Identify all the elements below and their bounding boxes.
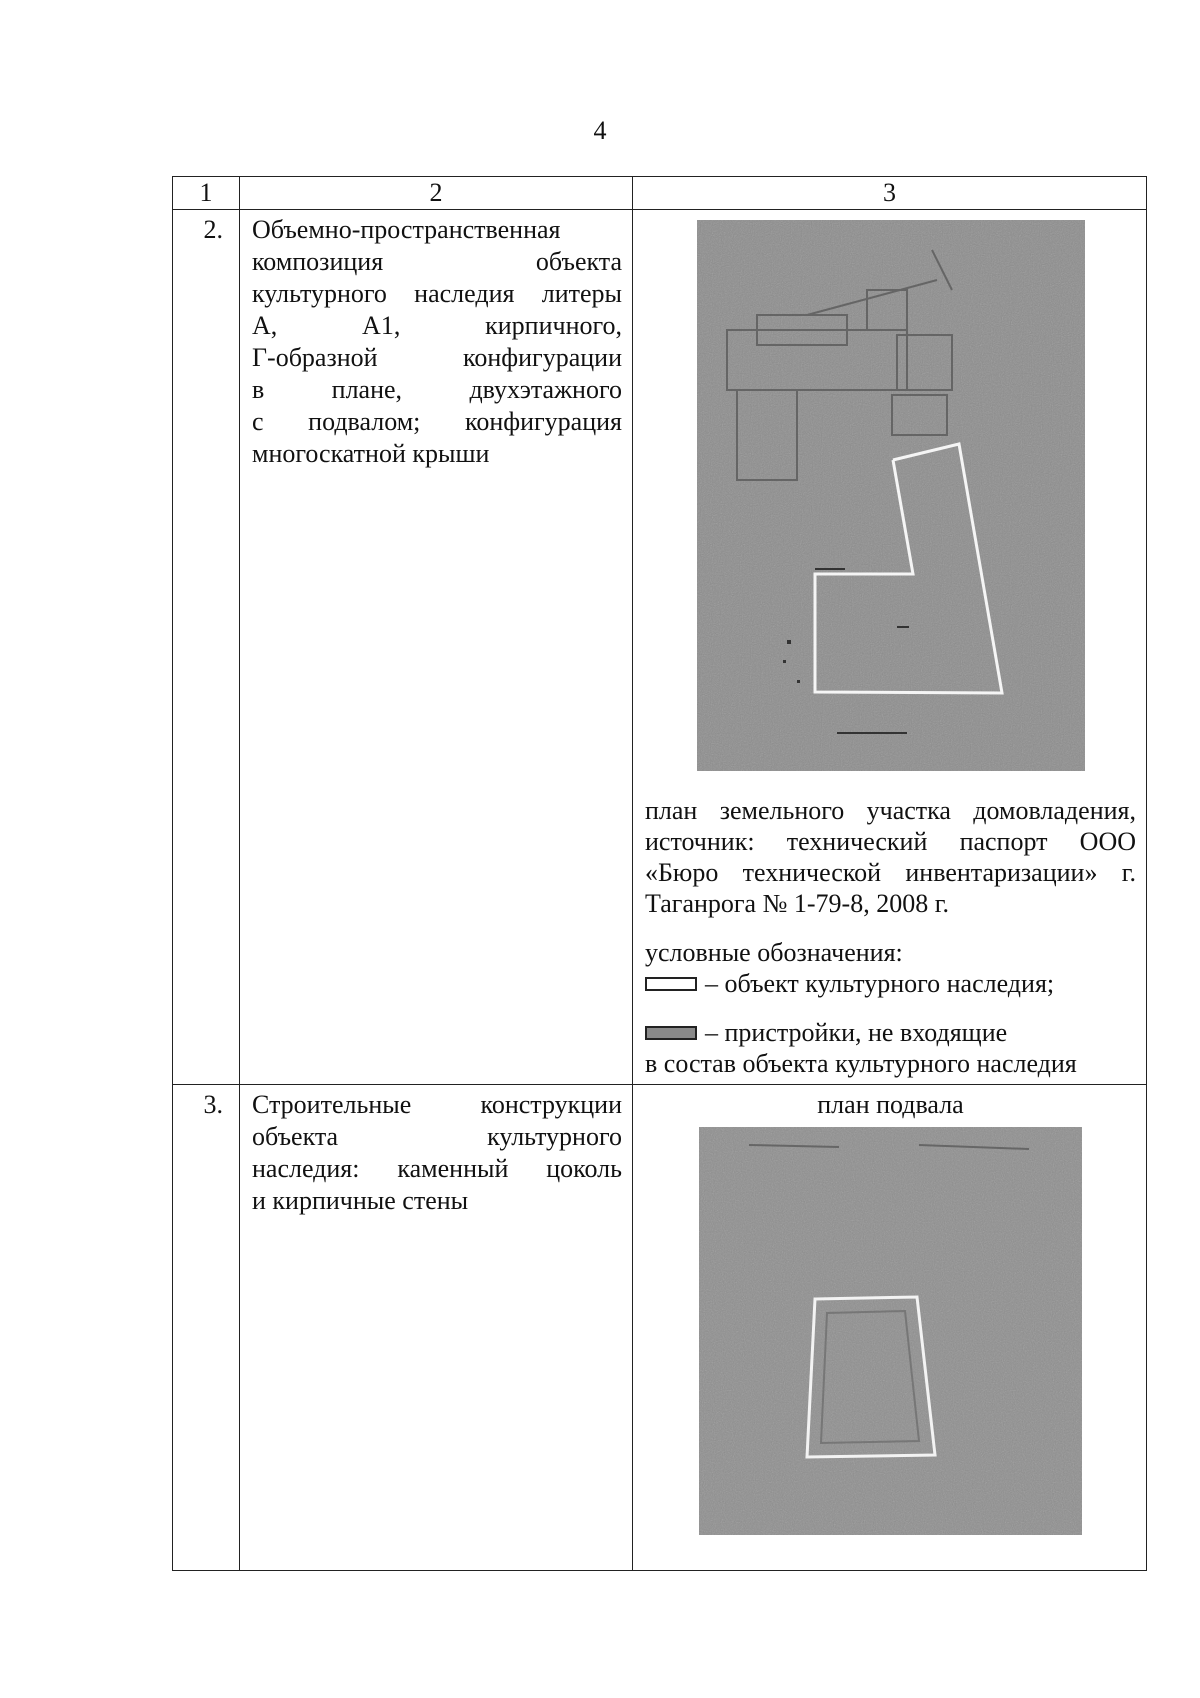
description-line: А, А1, кирпичного, xyxy=(252,311,622,340)
description-line: Строительные конструкции xyxy=(252,1090,622,1119)
row-illustration xyxy=(633,210,1147,1085)
row-description xyxy=(240,210,633,1085)
legend-item-heritage xyxy=(645,968,1136,999)
description-line: наследия: каменный цоколь xyxy=(252,1154,622,1183)
description-line: композиция объекта xyxy=(252,247,622,276)
site-plan-caption: план земельного участка домовладения, источник: технический паспорт ООО «Бюро технической инвентаризации» г. Таганрога № 1-79-8, 2008 г. xyxy=(645,796,1136,918)
table-row xyxy=(173,210,1147,1085)
legend-swatch-grey xyxy=(645,1026,697,1040)
page-number: 4 xyxy=(593,116,607,145)
description-line: культурного наследия литеры xyxy=(252,279,622,308)
site-plan-image xyxy=(697,220,1085,771)
header-cell-3: 3 xyxy=(633,177,1147,210)
table-row xyxy=(173,1085,1147,1571)
legend-swatch-white xyxy=(645,977,697,991)
legend-item-text: – объект культурного наследия; xyxy=(705,969,1055,998)
table-header-row xyxy=(173,177,1147,210)
legend-item-text: – пристройки, не входящие xyxy=(705,1018,1008,1047)
legend-item-continuation: в состав объекта культурного наследия xyxy=(645,1049,1077,1078)
description-line: в плане, двухэтажного xyxy=(252,375,622,404)
row-description xyxy=(240,1085,633,1571)
description-line: объекта культурного xyxy=(252,1122,622,1151)
basement-plan-image xyxy=(699,1127,1082,1535)
legend-title: условные обозначения: xyxy=(645,938,903,967)
heritage-table xyxy=(172,176,1147,1571)
basement-plan-title: план подвала xyxy=(817,1090,964,1119)
description-line: с подвалом; конфигурация xyxy=(252,407,622,436)
row-number: 2. xyxy=(173,210,240,1085)
description-line: многоскатной крыши xyxy=(252,439,490,468)
header-cell-2: 2 xyxy=(240,177,633,210)
legend-item-annexes xyxy=(645,1017,1136,1048)
description-line: и кирпичные стены xyxy=(252,1186,469,1215)
description-line: Объемно-пространственная xyxy=(252,215,561,244)
row-number: 3. xyxy=(173,1085,240,1571)
description-line: Г-образной конфигурации xyxy=(252,343,622,372)
row-illustration xyxy=(633,1085,1147,1571)
header-cell-1: 1 xyxy=(173,177,240,210)
